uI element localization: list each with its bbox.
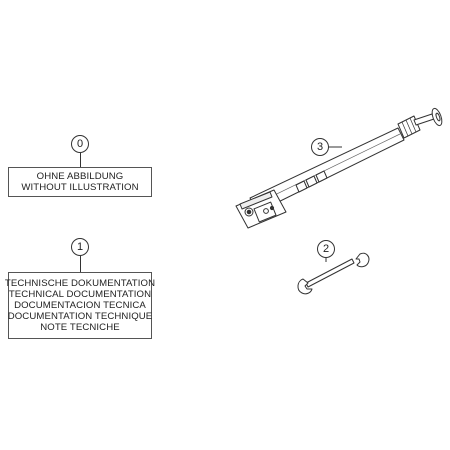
callout-3-number: 3	[316, 140, 324, 153]
label-1-line-5: NOTE TECNICHE	[40, 322, 120, 333]
wrench-icon[interactable]	[298, 253, 369, 294]
callout-0-number: 0	[76, 137, 84, 150]
callout-1-number: 1	[76, 240, 84, 253]
label-0-line-1: OHNE ABBILDUNG	[36, 171, 124, 182]
label-0-line-2: WITHOUT ILLUSTRATION	[21, 182, 139, 193]
label-1-line-3: DOCUMENTACION TECNICA	[14, 300, 146, 311]
label-1-line-4: DOCUMENTATION TECHNIQUE	[7, 311, 153, 322]
label-1-line-2: TECHNICAL DOCUMENTATION	[8, 289, 152, 300]
spring-preload-tool-icon[interactable]	[236, 107, 444, 228]
callout-2-number: 2	[322, 242, 330, 255]
label-1-line-1: TECHNISCHE DOKUMENTATION	[4, 278, 156, 289]
